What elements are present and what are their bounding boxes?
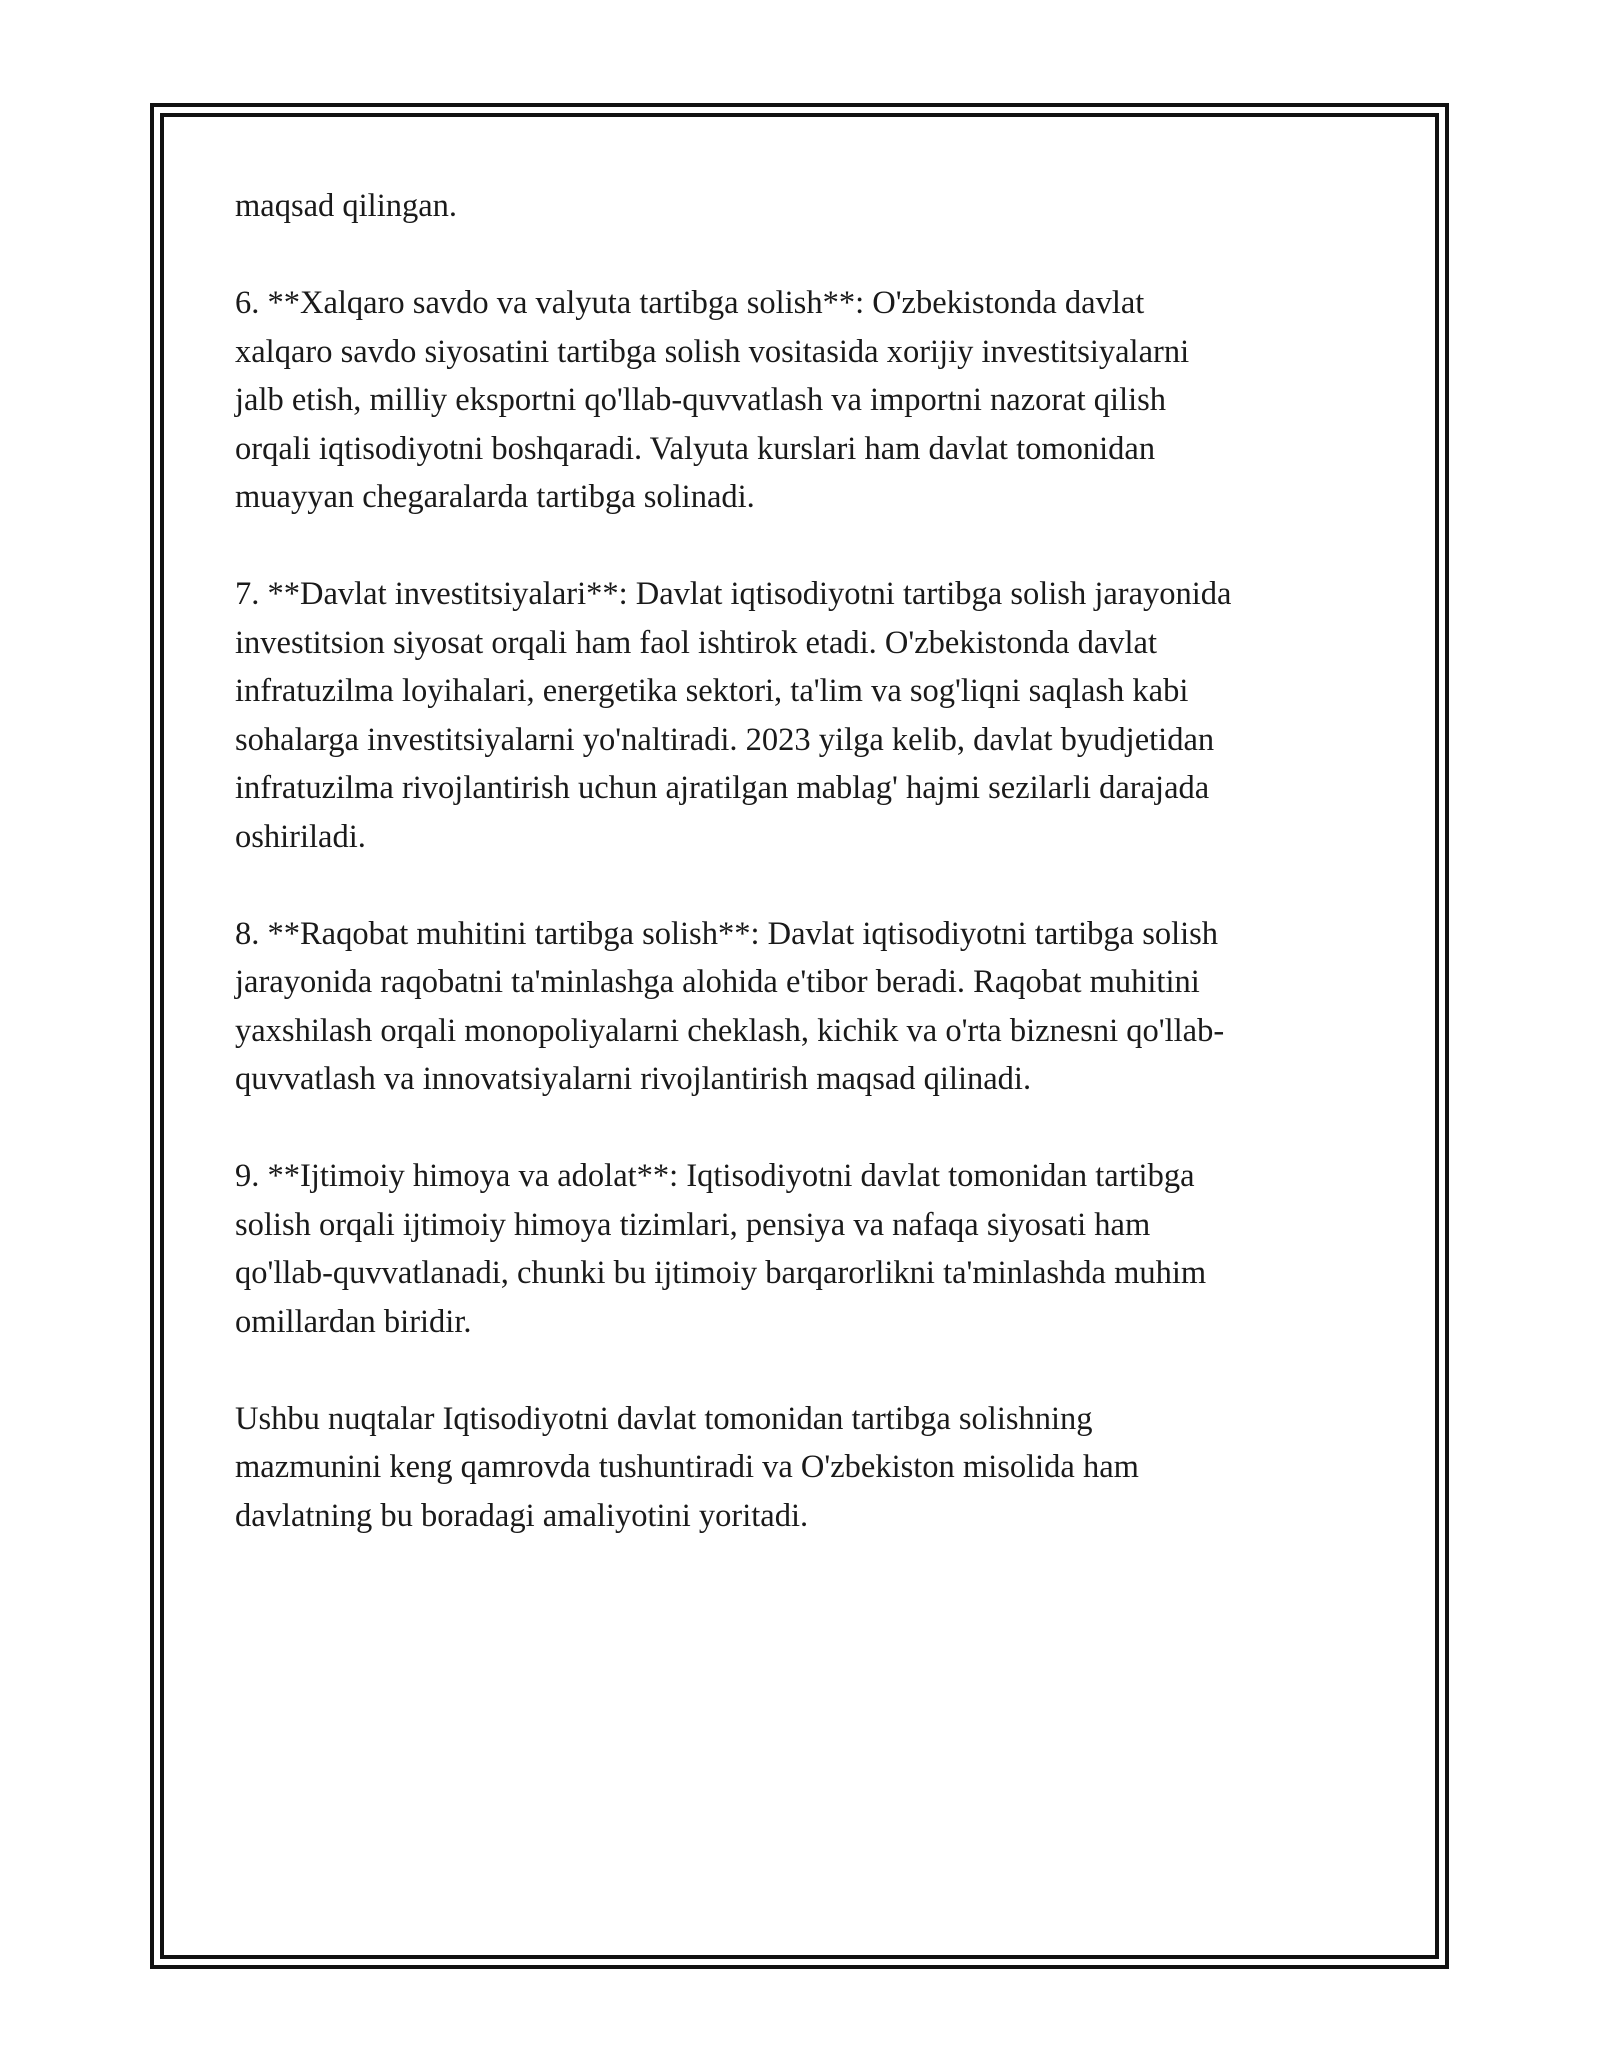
text-line: investitsion siyosat orqali ham faol ishtirok etadi. O'zbekistonda davlat (235, 624, 1157, 661)
text-line: solish orqali ijtimoiy himoya tizimlari, pensiya va nafaqa siyosati ham (235, 1206, 1151, 1243)
text-line: infratuzilma loyihalari, energetika sektori, ta'lim va sog'liqni saqlash kabi (235, 673, 1189, 709)
text-line: jarayonida raqobatni ta'minlashga alohida e'tibor beradi. Raqobat muhitini (235, 964, 1200, 1000)
text-line: mazmunini keng qamrovda tushuntiradi va O'zbekiston misolida ham (235, 1449, 1139, 1485)
text-line: yaxshilash orqali monopoliyalarni cheklash, kichik va o'rta biznesni qo'llab- (235, 1012, 1225, 1049)
text-line: sohalarga investitsiyalarni yo'naltiradi. 2023 yilga kelib, davlat byudjetidan (235, 721, 1215, 758)
text-line: 8. **Raqobat muhitini tartibga solish**: Davlat iqtisodiyotni tartibga solish (235, 915, 1219, 952)
text-line: jalb etish, milliy eksportni qo'llab-quvvatlash va importni nazorat qilish (235, 382, 1167, 418)
text-line: 9. **Ijtimoiy himoya va adolat**: Iqtisodiyotni davlat tomonidan tartibga (235, 1158, 1195, 1194)
text-line: davlatning bu boradagi amaliyotini yoritadi. (235, 1497, 809, 1534)
text-line: maqsad qilingan. (235, 188, 458, 224)
text-line: 7. **Davlat investitsiyalari**: Davlat iqtisodiyotni tartibga solish jarayonida (235, 576, 1232, 612)
text-line: 6. **Xalqaro savdo va valyuta tartibga solish**: O'zbekistonda davlat (235, 285, 1145, 321)
text-line: omillardan biridir. (235, 1303, 472, 1340)
text-line: quvvatlash va innovatsiyalarni rivojlantirish maqsad qilinadi. (235, 1061, 1032, 1097)
paragraph-item-7 (235, 570, 1375, 861)
paragraph-item-9 (235, 1152, 1375, 1346)
text-line: orqali iqtisodiyotni boshqaradi. Valyuta kurslari ham davlat tomonidan (235, 430, 1156, 467)
text-line: muayyan chegaralarda tartibga solinadi. (235, 479, 755, 515)
paragraph-item-6 (235, 279, 1375, 522)
paragraph-summary (235, 1395, 1375, 1541)
text-line: oshiriladi. (235, 818, 366, 855)
text-line: xalqaro savdo siyosatini tartibga solish vositasida xorijiy investitsiyalarni (235, 333, 1190, 370)
paragraph-item-8 (235, 910, 1375, 1104)
text-line: Ushbu nuqtalar Iqtisodiyotni davlat tomonidan tartibga solishning (235, 1400, 1093, 1437)
document-body (235, 182, 1375, 1589)
text-line: infratuzilma rivojlantirish uchun ajratilgan mablag' hajmi sezilarli darajada (235, 770, 1210, 806)
paragraph-continuation (235, 182, 1375, 231)
text-line: qo'llab-quvvatlanadi, chunki bu ijtimoiy barqarorlikni ta'minlashda muhim (235, 1255, 1207, 1291)
